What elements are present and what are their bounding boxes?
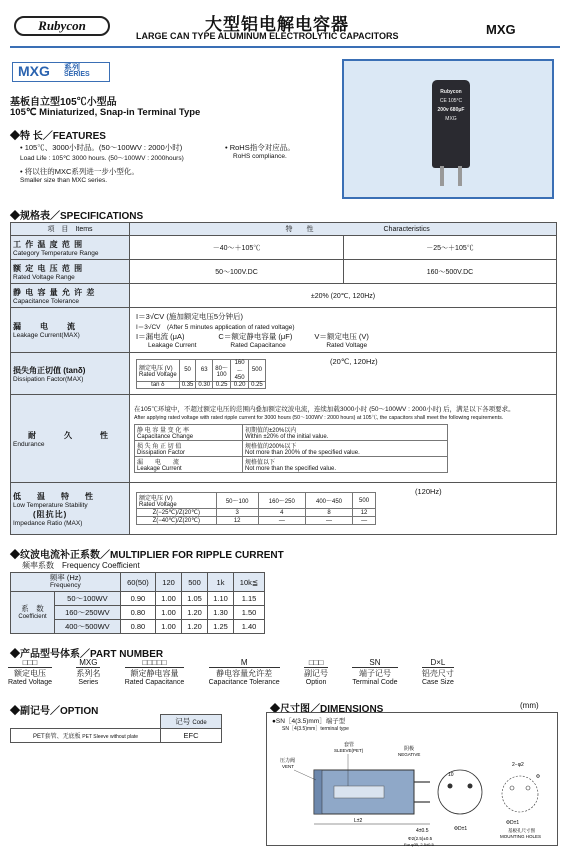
pn-code: SN xyxy=(352,658,397,668)
df-voltage: 80～100 xyxy=(213,359,231,381)
option-col-cn: 记号 xyxy=(175,717,191,726)
endurance-row-cn: 损 失 角 正 切 值 xyxy=(137,444,182,450)
ripple-value: 1.50 xyxy=(233,606,264,620)
lead-length-label: 4±0.5 xyxy=(416,828,429,834)
dimensions-heading: ◆尺寸图／DIMENSIONS xyxy=(270,704,384,715)
df-value: 0.25 xyxy=(249,381,266,388)
pn-field-terminal xyxy=(352,658,397,686)
col-char-cn: 特 性 xyxy=(130,223,344,236)
feature-2-en: RoHS compliance. xyxy=(233,153,287,160)
endurance-row-value-cn: 初期值的±20%以内 xyxy=(245,428,297,434)
ripple-freq: 120 xyxy=(156,573,182,592)
page-title-en: LARGE CAN TYPE ALUMINUM ELECTROLYTIC CAPACITORS xyxy=(136,31,399,41)
capacitor-image xyxy=(432,80,470,168)
endurance-row-en: Capacitance Change xyxy=(137,434,194,440)
temp-label-en: Category Temperature Range xyxy=(13,249,99,257)
df-label-en: Dissipation Factor(MAX) xyxy=(13,375,84,383)
ripple-value: 0.80 xyxy=(120,620,155,634)
temp-label-cn: 工 作 温 度 范 围 xyxy=(13,239,84,249)
specifications-table xyxy=(10,222,557,535)
leakage-formula-cn: I＝3√CV (施加额定电压5分钟后) xyxy=(136,312,244,321)
part-number-fields xyxy=(8,658,454,686)
ripple-value: 1.40 xyxy=(233,620,264,634)
ripple-freq: 500 xyxy=(182,573,208,592)
option-desc-en: PET Sleeve without plate xyxy=(82,734,139,740)
sleeve-label xyxy=(334,786,384,798)
page-title-cn: 大型铝电解电容器 xyxy=(205,15,349,34)
lowtemp-row1-label: Z(−25℃)/Z(20℃) xyxy=(137,509,217,517)
vent-leader xyxy=(294,770,316,780)
voltage-label-cn: 额 定 电 压 范 围 xyxy=(13,263,84,273)
pn-code: D×L xyxy=(422,658,454,668)
pn-code: M xyxy=(209,658,280,668)
df-rv-label-en: Rated Voltage xyxy=(139,371,177,378)
ripple-freq: 1k xyxy=(208,573,234,592)
series-code: MXG xyxy=(486,22,516,37)
mount-label-en: MOUNTING HOLES xyxy=(500,834,542,839)
mount-label-cn: 基板孔尺寸图 xyxy=(508,828,535,833)
ripple-value: 1.00 xyxy=(156,620,182,634)
leakage-def-c-en: Rated Capacitance xyxy=(230,342,286,349)
pn-en: Case Size xyxy=(421,679,454,686)
df-table xyxy=(136,359,266,389)
lowtemp-voltage: 400～450 xyxy=(305,493,352,509)
series-badge-en: SERIES xyxy=(64,71,90,78)
voltage-label-en: Rated Voltage Range xyxy=(13,273,75,281)
ripple-range: 160～250WV xyxy=(55,606,121,620)
pn-en: Terminal Code xyxy=(352,679,398,686)
tolerance-value: ±20% (20℃, 120Hz) xyxy=(130,284,557,308)
pn-code: □□□ xyxy=(304,658,328,668)
df-condition: (20℃, 120Hz) xyxy=(330,357,378,366)
pn-code: □□□□□ xyxy=(125,658,185,668)
option-table xyxy=(10,714,222,743)
ripple-value: 1.30 xyxy=(208,606,234,620)
lowtemp-condition: (120Hz) xyxy=(415,487,442,496)
ripple-range: 50～100WV xyxy=(55,592,121,606)
header-divider xyxy=(10,46,560,48)
endurance-row-cn: 静 电 容 量 变 化 率 xyxy=(137,428,190,434)
lowtemp-row1-value: 8 xyxy=(305,509,352,517)
lowtemp-row2-label: Z(−40℃)/Z(20℃) xyxy=(137,517,217,525)
lowtemp-row1-value: 12 xyxy=(353,509,376,517)
mounting-hole xyxy=(510,786,514,790)
ripple-value: 1.25 xyxy=(208,620,234,634)
lowtemp-voltage: 500 xyxy=(353,493,376,509)
part-number-heading: ◆产品型号体系／PART NUMBER xyxy=(10,649,164,660)
tolerance-label-cn: 静 电 容 量 允 许 差 xyxy=(13,287,96,297)
ripple-freq: 10k≦ xyxy=(233,573,264,592)
features-heading: ◆特 长／FEATURES xyxy=(10,131,106,142)
endurance-row-en: Dissipation Factor xyxy=(137,450,186,456)
ripple-freq-en: Frequency xyxy=(50,582,81,589)
rubycon-logo: Rubycon xyxy=(14,16,110,36)
pn-field-option xyxy=(304,658,328,686)
sleeve-label-cn: 套管 xyxy=(344,742,355,748)
pn-field-series xyxy=(76,658,100,686)
ripple-heading: ◆纹波电流补正系数／MULTIPLIER FOR RIPPLE CURRENT xyxy=(10,550,284,561)
ripple-value: 1.20 xyxy=(182,606,208,620)
leakage-formula-en: I＝3√CV (After 5 minutes application of rated voltage) xyxy=(136,324,295,331)
pn-en: Capacitance Tolerance xyxy=(208,679,280,686)
pn-cn: 系列名 xyxy=(76,669,101,678)
endurance-desc-en: After applying rated voltage with rated ripple current for 3000 hours (50～100WV : 2000 hours) at 105℃, the capacitors shall meet the following requirements. xyxy=(134,415,504,421)
hole-label: 2−φ2 xyxy=(512,762,524,768)
df-voltage: 500 xyxy=(249,359,266,381)
negative-label-cn: 阴极 xyxy=(404,746,415,752)
pn-en: Rated Capacitance xyxy=(124,679,185,686)
option-code-efc: EFC xyxy=(161,729,222,743)
endurance-row-cn: 漏 电 流 xyxy=(137,460,180,466)
voltage-value-1: 50～100V.DC xyxy=(130,260,344,284)
pn-cn: 副记号 xyxy=(304,669,329,678)
specs-heading: ◆规格表／SPECIFICATIONS xyxy=(10,211,144,222)
lowtemp-row2-value: — xyxy=(353,517,376,525)
pn-cn: 额定静电容量 xyxy=(130,669,179,678)
endurance-row-value-cn: 规格值以下 xyxy=(245,460,276,466)
pn-en: Series xyxy=(78,679,99,686)
sleeve-label-en: SLEEVE(PET) xyxy=(334,748,364,753)
leakage-def-i: I＝漏电流 (μA) xyxy=(136,332,185,341)
leakage-label-en: Leakage Current(MAX) xyxy=(13,332,80,339)
col-char-en: Characteristics xyxy=(344,223,557,236)
ripple-coef-en: Coefficient xyxy=(18,613,47,620)
lead-note-label: For φ35, 2.5±0.5 xyxy=(404,842,434,847)
subtitle-en: 105℃ Miniaturized, Snap-in Terminal Type xyxy=(10,107,201,118)
feature-3-en: Smaller size than MXC series. xyxy=(20,177,108,184)
lowtemp-row1-value: 4 xyxy=(258,509,305,517)
ripple-subheading: 频率系数 Frequency Coefficient xyxy=(22,561,140,570)
ripple-value: 0.80 xyxy=(120,606,155,620)
leakage-def-i-en: Leakage Current xyxy=(148,342,197,349)
photo-brand: Rubycon xyxy=(440,89,462,95)
dimension-drawing xyxy=(268,732,556,847)
option-heading: ◆副记号／OPTION xyxy=(10,706,99,717)
ripple-value: 1.15 xyxy=(233,592,264,606)
terminal-type-cn: ●SN［4(3.5)mm］端子型 xyxy=(272,718,346,725)
df-tan-label: tan δ xyxy=(137,381,180,388)
ripple-range: 400～500WV xyxy=(55,620,121,634)
pn-en: Option xyxy=(305,679,327,686)
voltage-value-2: 160～500V.DC xyxy=(344,260,557,284)
ripple-value: 1.00 xyxy=(156,592,182,606)
feature-3-cn: • 将以往的MXC系列进一步小型化。 xyxy=(20,167,139,176)
df-value: 0.20 xyxy=(231,381,249,388)
diameter-label: ΦD±1 xyxy=(454,826,468,832)
ripple-freq: 60(50) xyxy=(120,573,155,592)
endurance-desc-cn: 在105℃环境中，不超过额定电压的范围内叠加额定纹波电流，连续加载3000小时 (50～100WV : 2000小时) 后，满足以下各项要求。 xyxy=(134,406,515,413)
lowtemp-voltage: 160～250 xyxy=(258,493,305,509)
hole-label-b: Φ xyxy=(536,774,540,780)
vent-label-en: VENT xyxy=(282,764,295,769)
mounting-hole xyxy=(526,786,530,790)
pn-cn: 静电容量允许差 xyxy=(216,669,273,678)
option-desc-cn: PET套管、无底板 xyxy=(32,734,81,740)
pn-field-case-size xyxy=(422,658,454,686)
ripple-value: 0.90 xyxy=(120,592,155,606)
pn-cn: 额定电压 xyxy=(13,669,46,678)
photo-temp: CE 105°C xyxy=(439,98,463,104)
lowtemp-row2-value: 12 xyxy=(216,517,258,525)
photo-series: MXG xyxy=(445,116,457,122)
pn-cn: 端子记号 xyxy=(358,669,391,678)
lowtemp-rv-label-en: Rated Voltage xyxy=(139,502,177,508)
capacitor-end-view xyxy=(438,770,482,814)
pn-code: □□□ xyxy=(8,658,52,668)
ripple-value: 1.20 xyxy=(182,620,208,634)
leakage-label-cn: 漏 电 流 xyxy=(13,322,76,331)
temp-value-1: －40～＋105℃ xyxy=(130,236,344,260)
leakage-def-c: C＝额定静电容量 (μF) xyxy=(218,332,293,341)
capacitor-pin xyxy=(440,166,444,186)
ripple-freq-cn: 频率 (Hz) xyxy=(49,573,81,582)
feature-1-en: Load Life : 105℃ 3000 hours. (50～100WV : 2000hours) xyxy=(20,155,184,162)
endurance-row-value-en: Not more than the specified value. xyxy=(245,466,337,472)
feature-1-cn: • 105℃、3000小时品。(50～100WV : 2000小时) xyxy=(20,143,183,152)
pn-field-tolerance xyxy=(209,658,280,686)
mounting-outline xyxy=(502,776,538,812)
endurance-row-en: Leakage Current xyxy=(137,466,182,472)
endurance-row-value-en: Within ±20% of the initial value. xyxy=(245,434,329,440)
capacitor-pin xyxy=(458,166,462,186)
endurance-row-value-cn: 规格值的200%以下 xyxy=(245,444,297,450)
negative-label-en: NEGATIVE xyxy=(398,752,421,757)
pn-field-rated-voltage xyxy=(8,658,52,686)
lead-dia-label: Φ2(2.5)±0.5 xyxy=(408,836,433,841)
terminal-type-en: SN［4(3.5)mm］terminal type xyxy=(282,726,349,732)
temp-value-2: －25～＋105℃ xyxy=(344,236,557,260)
feature-2-cn: • RoHS指令对应品。 xyxy=(225,143,295,152)
df-voltage: 50 xyxy=(179,359,196,381)
df-value: 0.25 xyxy=(213,381,231,388)
df-rv-label: 额定电压 (V) xyxy=(139,365,173,372)
terminal-pin xyxy=(468,784,473,789)
tolerance-label-en: Capacitance Tolerance xyxy=(13,297,80,305)
pitch-label: 10 xyxy=(448,772,454,778)
lowtemp-voltage: 50～100 xyxy=(216,493,258,509)
subtitle-cn: 基板自立型105℃小型品 xyxy=(10,97,117,108)
lowtemp-label-cn2: (阻抗比) xyxy=(33,509,68,519)
endurance-table xyxy=(134,424,448,473)
mount-dia-label: ΦD±1 xyxy=(506,820,520,826)
vent-label-cn: 压力阀 xyxy=(280,758,296,764)
pn-code: MXG xyxy=(76,658,100,668)
pn-cn: 铝壳尺寸 xyxy=(421,669,454,678)
endurance-row-value-en: Not more than 200% of the specified value. xyxy=(245,450,360,456)
terminal-pin xyxy=(448,784,453,789)
lowtemp-table xyxy=(136,492,376,525)
lowtemp-rv-label: 额定电压 (V) xyxy=(139,496,173,502)
option-col-en: Code xyxy=(192,720,207,726)
ripple-value: 1.00 xyxy=(156,606,182,620)
df-voltage: 160～450 xyxy=(231,359,249,381)
pn-field-capacitance xyxy=(125,658,185,686)
ripple-value: 1.10 xyxy=(208,592,234,606)
df-label-cn: 损失角正切值 (tanδ) xyxy=(13,365,86,375)
series-badge-name: MXG xyxy=(18,63,50,79)
ripple-coef-cn: 系 数 xyxy=(21,603,44,613)
lowtemp-label-cn: 低 温 特 性 xyxy=(13,491,97,501)
lowtemp-row2-value: — xyxy=(258,517,305,525)
col-item: 项 目 Items xyxy=(11,223,130,236)
vent-cap xyxy=(314,770,322,814)
dimensions-unit: (mm) xyxy=(520,701,539,710)
df-value: 0.30 xyxy=(196,381,213,388)
lowtemp-row1-value: 3 xyxy=(216,509,258,517)
ripple-value: 1.05 xyxy=(182,592,208,606)
pn-en: Rated Voltage xyxy=(8,679,52,686)
series-badge-cn: 系列 xyxy=(64,63,80,72)
endurance-label-cn: 耐 久 性 xyxy=(28,430,112,440)
lowtemp-label-en: Low Temperature Stability xyxy=(13,501,88,509)
endurance-label-en: Endurance xyxy=(13,440,45,448)
df-value: 0.35 xyxy=(179,381,196,388)
lowtemp-label-en2: Impedance Ratio (MAX) xyxy=(13,519,83,527)
photo-rating: 200v 680μF xyxy=(437,107,465,113)
leakage-def-v: V＝额定电压 (V) xyxy=(314,332,369,341)
length-label: L±2 xyxy=(354,818,363,824)
leakage-def-v-en: Rated Voltage xyxy=(326,342,368,349)
lowtemp-row2-value: — xyxy=(305,517,352,525)
df-voltage: 63 xyxy=(196,359,213,381)
ripple-table xyxy=(10,572,265,634)
